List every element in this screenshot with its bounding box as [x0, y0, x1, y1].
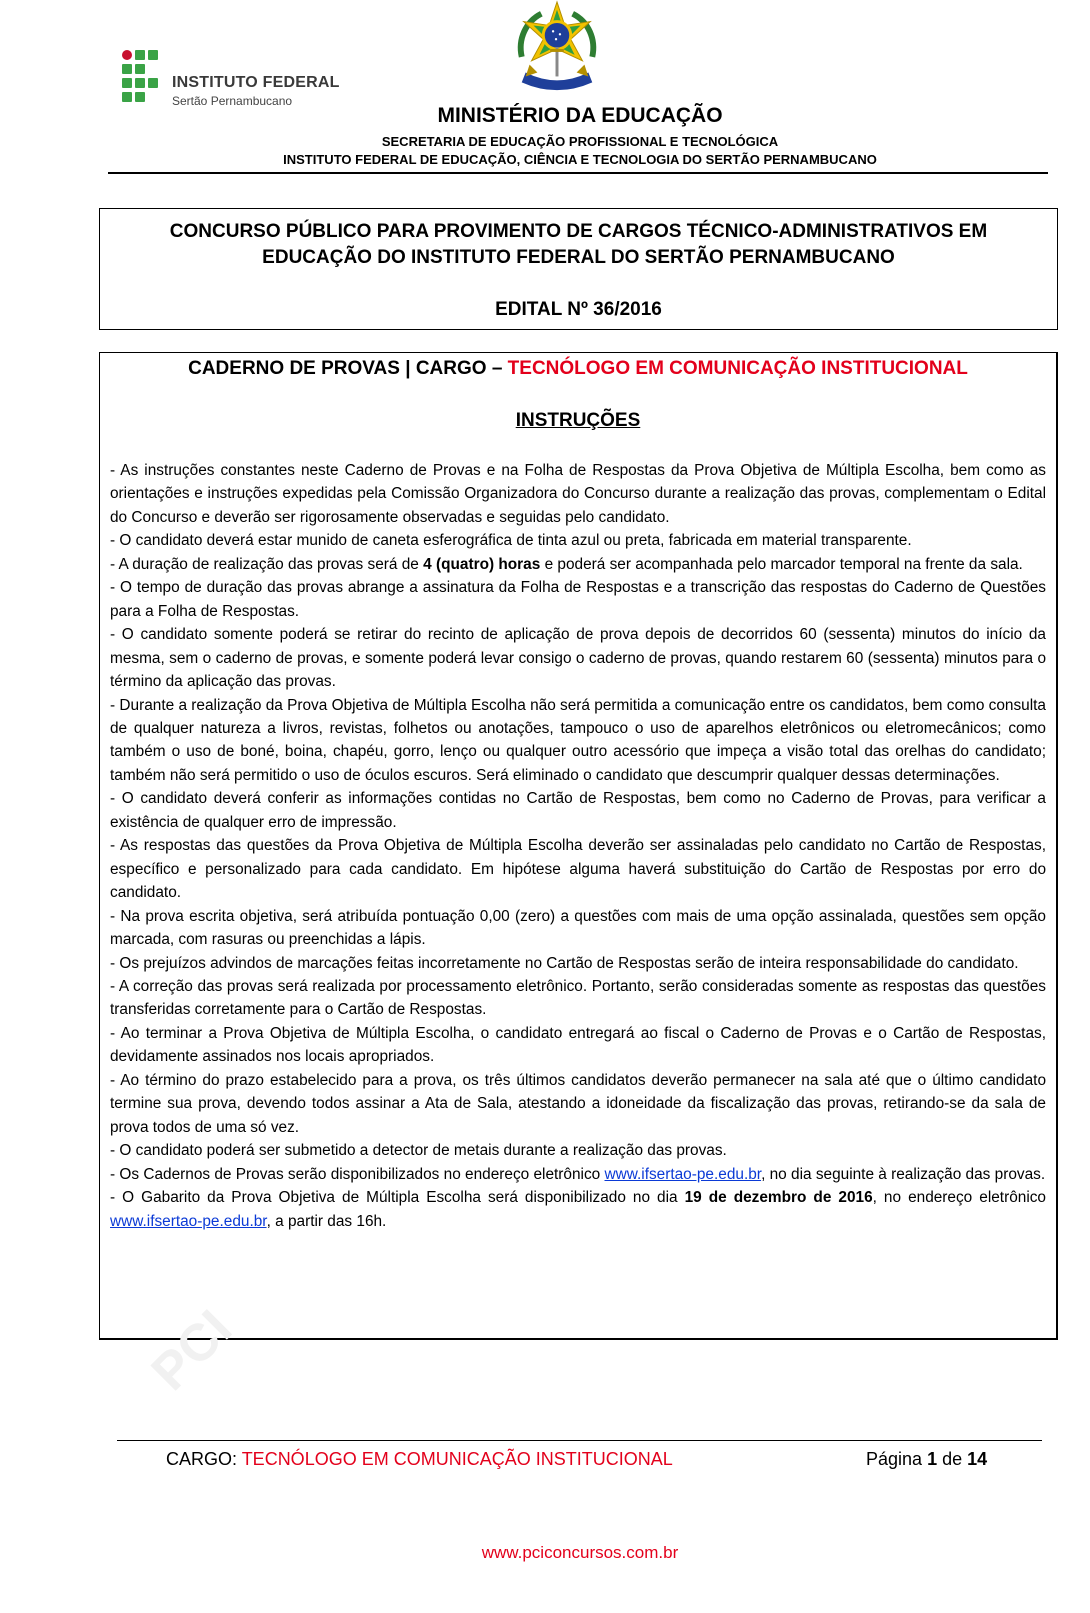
instruction-item: - O candidato somente poderá se retirar do recinto de aplicação de prova depois de decorridos 60 (sessenta) minutos do início da mesma, sem o caderno de provas, e somente poderá levar consigo o caderno de provas, quando restarem 60 (sessenta) minutos para o término da aplicação das provas.: [110, 626, 1046, 691]
footer-cargo-value: TECNÓLOGO EM COMUNICAÇÃO INSTITUCIONAL: [241, 1449, 673, 1469]
institute-logo: [122, 48, 362, 110]
instruction-item: - Os Cadernos de Provas serão disponibilizados no endereço eletrônico www.ifsertao-pe.edu.br, no dia seguinte à realização das provas.: [110, 1165, 1046, 1183]
ifsertao-website-link[interactable]: www.ifsertao-pe.edu.br: [604, 1165, 762, 1183]
current-page: 1: [927, 1449, 938, 1469]
footer-cargo-label: CARGO:: [166, 1449, 242, 1469]
instruction-item: - O candidato deverá estar munido de caneta esferográfica de tinta azul ou preta, fabricada em material transparente.: [110, 532, 912, 550]
institute-logo-title: INSTITUTO FEDERAL: [172, 74, 340, 91]
instructions-heading: INSTRUÇÕES: [515, 410, 641, 431]
instruction-item: - A duração de realização das provas será de 4 (quatro) horas e poderá ser acompanhada pelo marcador temporal na frente da sala.: [110, 555, 1023, 573]
institute-logo-subtitle: Sertão Pernambucano: [172, 94, 293, 108]
ministry-name: MINISTÉRIO DA EDUCAÇÃO: [437, 104, 723, 127]
footer-cargo: [166, 1449, 673, 1470]
footer-divider: [117, 1440, 1042, 1441]
instruction-item: - Na prova escrita objetiva, será atribuída pontuação 0,00 (zero) a questões com mais de uma opção assinalada, questões sem opção marcada, com rasuras ou preenchidas a lápis.: [110, 907, 1046, 949]
caderno-title-prefix: CADERNO DE PROVAS | CARGO –: [188, 358, 508, 379]
contest-title-line-1: CONCURSO PÚBLICO PARA PROVIMENTO DE CARGOS TÉCNICO-ADMINISTRATIVOS EM: [169, 221, 988, 242]
instruction-item: - O Gabarito da Prova Objetiva de Múltipla Escolha será disponibilizado no dia 19 de dezembro de 2016, no endereço eletrônico www.ifsertao-pe.edu.br, a partir das 16h.: [110, 1189, 1046, 1230]
source-site-url[interactable]: www.pciconcursos.com.br: [481, 1543, 679, 1562]
contest-title-line-2: EDUCAÇÃO DO INSTITUTO FEDERAL DO SERTÃO PERNAMBUCANO: [262, 247, 895, 268]
instruction-item: - As instruções constantes neste Caderno de Provas e na Folha de Respostas da Prova Objetiva de Múltipla Escolha, bem como as orientações e instruções expedidas pela Comissão Organizadora do Concurso durante a realização das provas, complementam o Edital do Concurso e deverão ser rigorosamente observadas e seguidas pelo candidato.: [110, 462, 1046, 526]
caderno-title: [100, 358, 1056, 380]
instructions-box: [99, 352, 1058, 1340]
ifsertao-website-link[interactable]: www.ifsertao-pe.edu.br: [110, 1212, 267, 1230]
page-indicator: Página 1 de 14: [866, 1449, 988, 1469]
instruction-item: - As respostas das questões da Prova Objetiva de Múltipla Escolha deverão ser assinaladas pelo candidato no Cartão de Respostas, específico e personalizado para cada candidato. Em hipótese alguma haverá substituição do Cartão de Respostas por erro do candidato.: [110, 837, 1046, 902]
edital-number: EDITAL Nº 36/2016: [495, 299, 662, 320]
instruction-item: - Os prejuízos advindos de marcações feitas incorretamente no Cartão de Respostas serão de inteira responsabilidade do candidato.: [110, 954, 1019, 972]
contest-title-box: [99, 208, 1058, 330]
instruction-item: - O candidato deverá conferir as informações contidas no Cartão de Respostas, bem como no Caderno de Provas, para verificar a existência de qualquer erro de impressão.: [110, 790, 1046, 831]
header-divider: [108, 172, 1048, 174]
instruction-duration: 4 (quatro) horas: [423, 555, 541, 573]
instruction-item: - Durante a realização da Prova Objetiva de Múltipla Escolha não será permitida a comunicação entre os candidatos, bem como consulta de qualquer natureza a livros, revistas, folhetos ou anotações, tampouco o uso de aparelhos eletrônicos ou eletromecânicos; como também o uso de boné, boina, chapéu, gorro, lenço ou qualquer outro acessório que impeça a visão total das orelhas do candidato; também não será permitido o uso de óculos escuros. Será eliminado o candidato que descumprir qualquer dessas determinações.: [110, 696, 1046, 784]
watermark-text: PCI: [140, 1299, 244, 1402]
instruction-item: - O candidato poderá ser submetido a detector de metais durante a realização das provas.: [110, 1142, 727, 1160]
institute-logo-mark: [122, 48, 166, 108]
gabarito-date: 19 de dezembro de 2016: [684, 1189, 873, 1207]
brazil-coat-of-arms-icon: [508, 0, 606, 98]
instruction-item: - A correção das provas será realizada por processamento eletrônico. Portanto, serão consideradas somente as respostas das questões transferidas corretamente para o Cartão de Respostas.: [110, 977, 1046, 1019]
institute-name: INSTITUTO FEDERAL DE EDUCAÇÃO, CIÊNCIA E TECNOLOGIA DO SERTÃO PERNAMBUCANO: [283, 152, 877, 167]
caderno-cargo: TECNÓLOGO EM COMUNICAÇÃO INSTITUCIONAL: [507, 358, 968, 379]
total-pages: 14: [967, 1449, 988, 1469]
instruction-item: - Ao término do prazo estabelecido para a prova, os três últimos candidatos deverão permanecer na sala até que o último candidato termine sua prova, devendo todos assinar a Ata de Sala, atestando a idoneidade da fiscalização das provas, retirando-se da sala de prova todos de uma só vez.: [110, 1071, 1046, 1136]
secretariat-name: SECRETARIA DE EDUCAÇÃO PROFISSIONAL E TECNOLÓGICA: [381, 134, 779, 149]
instruction-item: - Ao terminar a Prova Objetiva de Múltipla Escolha, o candidato entregará ao fiscal o Caderno de Provas e o Cartão de Respostas, devidamente assinados nos locais apropriados.: [110, 1024, 1046, 1066]
instructions-list: [110, 459, 1046, 1233]
instruction-item: - O tempo de duração das provas abrange a assinatura da Folha de Respostas e a transcrição das respostas do Caderno de Questões para a Folha de Respostas.: [110, 579, 1046, 620]
